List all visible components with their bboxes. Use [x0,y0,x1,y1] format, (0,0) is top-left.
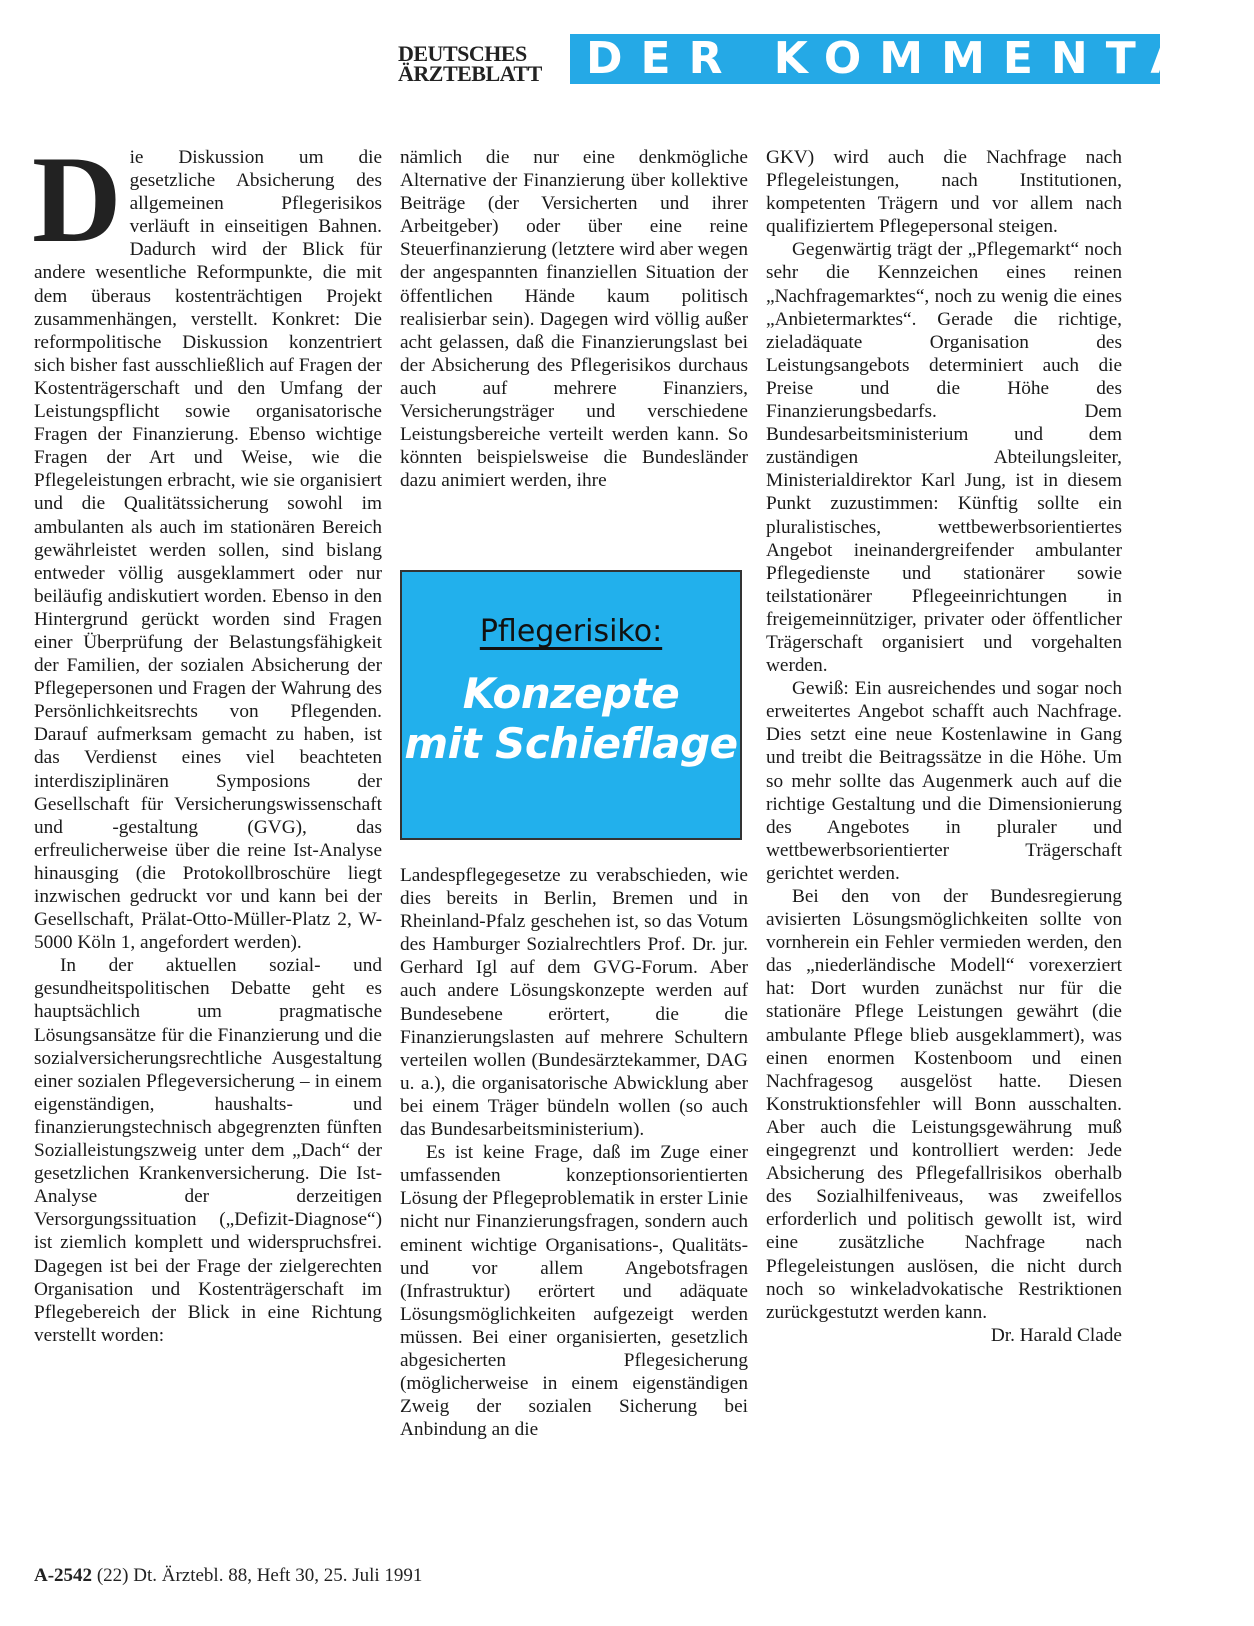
journal-logo [398,41,542,86]
column-1 [32,131,382,1347]
paragraph: Gegenwärtig trägt der „Pflegemarkt“ noch sehr die Kennzeichen eines reinen „Nachfragemarktes“, noch zu wenig die eines „Anbietermarktes“. Gerade die richtige, zieladäquate Organisation des Leistungsangebots determiniert auch die Preise und die Höhe des Finanzierungsbedarfs. Dem Bundesarbeitsministerium und dem zuständigen Abteilungsleiter, Ministerialdirektor Karl Jung, ist in diesem Punkt zuzustimmen: Künftig sollte ein pluralistisches, wettbewerbsorientiertes Angebot ineinandergreifender ambulanter Pflegedienste und stationärer sowie teilstationärer Pflegeeinrichtungen in freigemeinnütziger, privater oder öffentlicher Trägerschaft organisiert und vorgehalten werden. [766,239,1122,677]
column-2-bottom [400,864,748,1441]
paragraph: Es ist keine Frage, daß im Zuge einer umfassenden konzeptionsorientierten Lösung der Pflegeproblematik in erster Linie nicht nur Finanzierungsfragen, sondern auch eminent wichtige Organisations-, Qualitäts- und vor allem Angebotsfragen (Infrastruktur) erörtert und adäquate Lösungsmöglichkeiten aufgezeigt werden müssen. Bei einer organisierten, gesetzlich abgesicherten Pflegesicherung (möglicherweise in einem eigenständigen Zweig der sozialen Sicherung bei Anbindung an die [400,1142,748,1441]
page-footer [34,1565,422,1587]
paragraph [766,885,1122,1346]
column-2-top [400,146,748,492]
paragraph: In der aktuellen sozial- und gesundheitspolitischen Debatte geht es hauptsächlich um pragmatische Lösungsansätze für die Finanzierung und die sozialversicherungsrechtliche Ausgestaltung einer sozialen Pflegeversicherung – in einem eigenständigen, haushalts- und finanzierungstechnisch abgegrenzten fünften Sozialleistungszweig unter dem „Dach“ der gesetzlichen Krankenversicherung. Die Ist-Analyse der derzeitigen Versorgungssituation („Defizit-Diagnose“) ist ziemlich komplett und widerspruchsfrei. Dagegen ist bei der Frage der zielgerechten Organisation und Kostenträgerschaft im Pflegebereich der Blick in eine Richtung verstellt worden: [34,955,382,1346]
drop-cap: D [32,131,122,268]
logo-line-1: DEUTSCHES [398,41,527,66]
paragraph: GKV) wird auch die Nachfrage nach Pflegeleistungen, nach Institutionen, kompetenten Trägern und vor allem nach qualifiziertem Pflegepersonal steigen. [766,147,1122,238]
column-3 [766,146,1122,1347]
page-number: A-2542 [34,1565,93,1586]
paragraph: Landespflegegesetze zu verabschieden, wie dies bereits in Berlin, Bremen und in Rheinland-Pfalz geschehen ist, so das Votum des Hamburger Sozialrechtlers Prof. Dr. jur. Gerhard Igl auf dem GVG-Forum. Aber auch andere Lösungskonzepte werden auf Bundesebene erörtert, die die Finanzierungslasten auf mehrere Schultern verteilen wollen (Bundesärztekammer, DAG u. a.), die organisatorische Abwicklung aber bei einem Träger bündeln wollen (so auch das Bundesarbeitsministerium). [400,865,748,1141]
paragraph: Gewiß: Ein ausreichendes und sogar noch erweitertes Angebot schafft auch Nachfrage. Dies setzt eine neue Kostenlawine in Gang und treibt die Beitragssätze in die Höhe. Um so mehr sollte das Augenmerk auch auf die richtige Gestaltung und die Dimensionierung des Angebotes in pluraler und wettbewerbsorientierter Trägerschaft gerichtet werden. [766,678,1122,884]
headline-line-1: Konzepte [462,669,680,718]
headline [402,669,740,769]
paragraph: nämlich die nur eine denkmögliche Alternative der Finanzierung über kollektive Beiträge (der Versicherten und ihrer Arbeitgeber) oder über eine reine Steuerfinanzierung (letztere wird aber wegen der angespannten finanziellen Situation der öffentlichen Hände kaum politisch realisierbar sein). Dagegen wird völlig außer acht gelassen, daß die Finanzierungslast bei der Absicherung des Pflegerisikos durchaus auch auf mehrere Finanziers, Versicherungsträger und verschiedene Leistungsbereiche verteilt werden kann. So könnten beispielsweise die Bundesländer dazu animiert werden, ihre [400,147,748,492]
section-banner: DER KOMMENTAR [570,34,1160,84]
citation: (22) Dt. Ärztebl. 88, Heft 30, 25. Juli 1991 [96,1565,423,1586]
headline-kicker: Pflegerisiko: [479,614,663,649]
paragraph-text: Bei den von der Bundesregierung avisierten Lösungsmöglichkeiten sollte von vornherein ein Fehler vermieden werden, den das „niederländische Modell“ vorexerziert hat: Dort wurden zunächst nur für die stationäre Pflege Leistungen gewährt (die ambulante Pflege blieb ausgeklammert), was einen enormen Kostenboom und einen Nachfragesog ausgelöst hatte. Diesen Konstruktionsfehler will Bonn ausschalten. Aber auch die Leistungsgewährung muß eingegrenzt und kontrolliert werden: Jede Absicherung des Pflegefallrisikos oberhalb des Sozialhilfeniveaus, was zweifellos erforderlich und politisch gewollt ist, wird eine zusätzliche Nachfrage nach Pflegeleistungen auslösen, die nicht durch noch so winkeladvokatische Restriktionen zurückgestutzt werden kann. [766,886,1122,1323]
headline-line-2: mit Schieflage [404,719,738,768]
paragraph [32,131,382,954]
author-signature: Dr. Harald Clade [990,1324,1122,1346]
logo-line-2: ÄRZTEBLATT [398,61,542,86]
paragraph-text: ie Diskussion um die gesetzliche Absicherung des allgemeinen Pflegerisikos verläuft in einseitigen Bahnen. Dadurch wird der Blick für andere wesentliche Reformpunkte, die mit dem überaus kostenträchtigen Projekt zusammenhängen, verstellt. Konkret: Die reformpolitische Diskussion konzentriert sich bisher fast ausschließlich auf Fragen der Kostenträgerschaft und den Umfang der Leistungspflicht sowie organisatorische Fragen der Finanzierung. Ebenso wichtige Fragen der Art und Weise, wie die Pflegeleistungen erbracht, wie sie organisiert und die Qualitätssicherung sowohl im ambulanten als auch im stationären Bereich gewährleistet werden sollen, sind bislang entweder völlig ausgeklammert oder nur beiläufig andiskutiert worden. Ebenso in den Hintergrund gerückt worden sind Fragen einer Überprüfung der Belastungsfähigkeit der Familien, der sozialen Absicherung der Pflegepersonen und Fragen der Wahrung des Persönlichkeitsrechts von Pflegenden. Darauf aufmerksam gemacht zu haben, ist das Verdienst eines viel beachteten interdisziplinären Symposions der Gesellschaft für Versicherungswissenschaft und -gestaltung (GVG), das erfreulicherweise über die reine Ist-Analyse hinausging (die Protokollbroschüre liegt inzwischen gedruckt vor und kann bei der Gesellschaft, Prälat-Otto-Müller-Platz 2, W-5000 Köln 1, angefordert werden). [34,147,382,954]
headline-box [400,570,742,840]
